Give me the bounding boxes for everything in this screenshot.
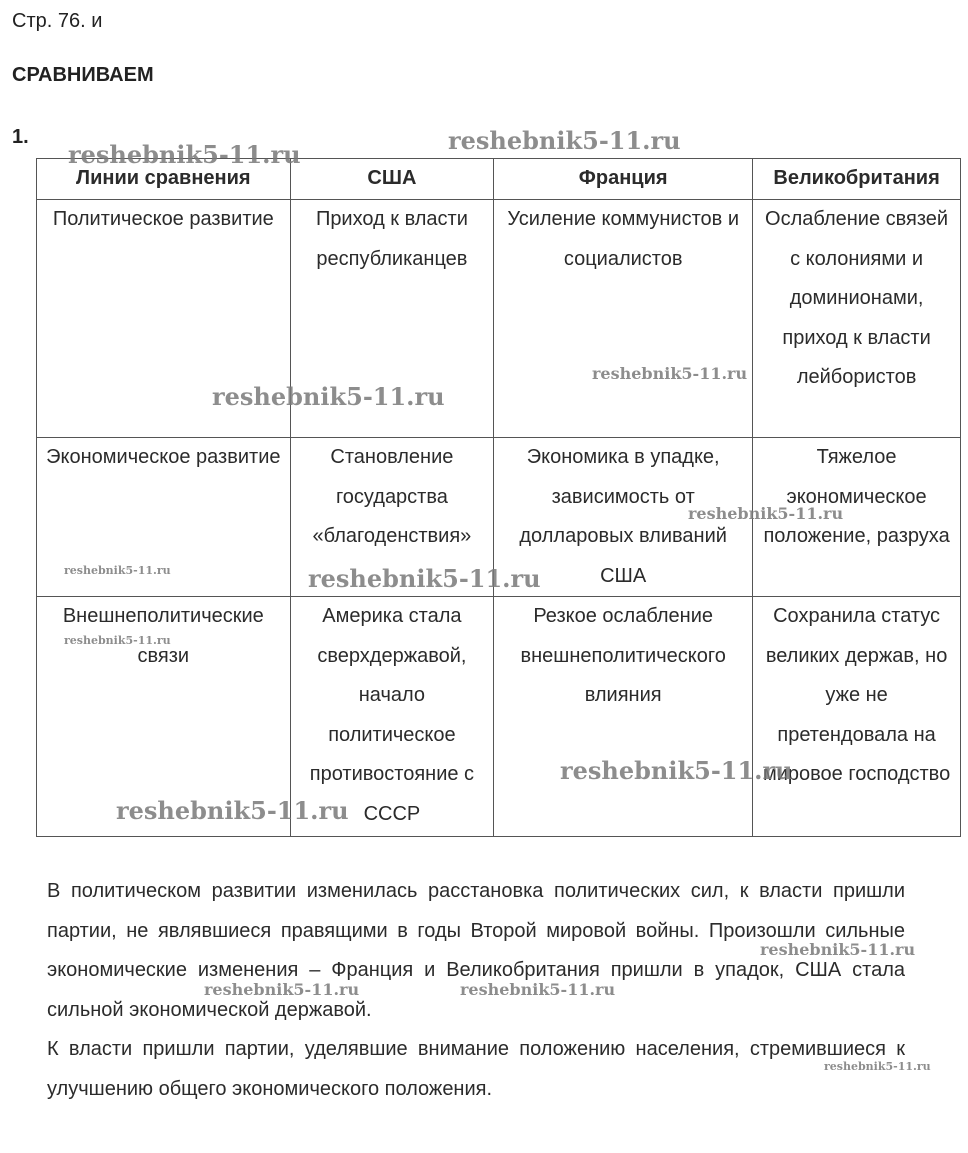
watermark: reshebnik5-11.ru [68,140,301,169]
table-cell: Становление государства «благоденствия» [290,438,494,597]
watermark: reshebnik5-11.ru [760,940,916,959]
watermark: reshebnik5-11.ru [64,564,171,577]
table-cell: Резкое ослабление внешнеполитического влияния [494,597,753,837]
table-cell: Сохранила статус великих держав, но уже не претендовала на мировое господство [753,597,961,837]
table-cell: Внешнеполитические связи [37,597,291,837]
summary-paragraph: К власти пришли партии, уделявшие внимание положению населения, стремившиеся к улучшению общего экономического положения. [47,1038,905,1100]
watermark: reshebnik5-11.ru [204,980,360,999]
watermark: reshebnik5-11.ru [116,796,349,825]
summary-text [47,872,905,1109]
header-france: Франция [494,159,753,200]
watermark: reshebnik5-11.ru [64,634,171,647]
table-cell: Приход к власти республиканцев [290,200,494,438]
table-cell: Экономическое развитие [37,438,291,597]
header-britain: Великобритания [753,159,961,200]
table-cell: Политическое развитие [37,200,291,438]
watermark: reshebnik5-11.ru [592,364,748,383]
section-heading: СРАВНИВАЕМ [12,64,154,86]
table-header-row [37,159,961,200]
header-usa: США [290,159,494,200]
watermark: reshebnik5-11.ru [688,504,844,523]
table-row [37,597,961,837]
watermark: reshebnik5-11.ru [448,126,681,155]
watermark: reshebnik5-11.ru [212,382,445,411]
summary-paragraph: В политическом развитии изменилась расстановка политических сил, к власти пришли партии, не являвшиеся правящими в годы Второй мировой войны. Произошли сильные экономические изменения – Франция и Великобритания пришли в упадок, США стала сильной экономической державой. [47,880,905,1021]
watermark: reshebnik5-11.ru [308,564,541,593]
task-number: 1. [12,126,29,148]
table-cell: Тяжелое экономическое положение, разруха [753,438,961,597]
comparison-table [36,158,961,837]
table-cell: Экономика в упадке, зависимость от долларовых вливаний США [494,438,753,597]
table-cell: Усиление коммунистов и социалистов [494,200,753,438]
header-comparison-lines: Линии сравнения [37,159,291,200]
table-row [37,200,961,438]
table-cell: Америка стала сверхдержавой, начало политическое противостояние с СССР [290,597,494,837]
table-cell: Ослабление связей с колониями и доминионами, приход к власти лейбористов [753,200,961,438]
table-row [37,438,961,597]
watermark: reshebnik5-11.ru [560,756,793,785]
watermark: reshebnik5-11.ru [460,980,616,999]
watermark: reshebnik5-11.ru [824,1060,931,1073]
page-label: Стр. 76. и [12,10,103,32]
